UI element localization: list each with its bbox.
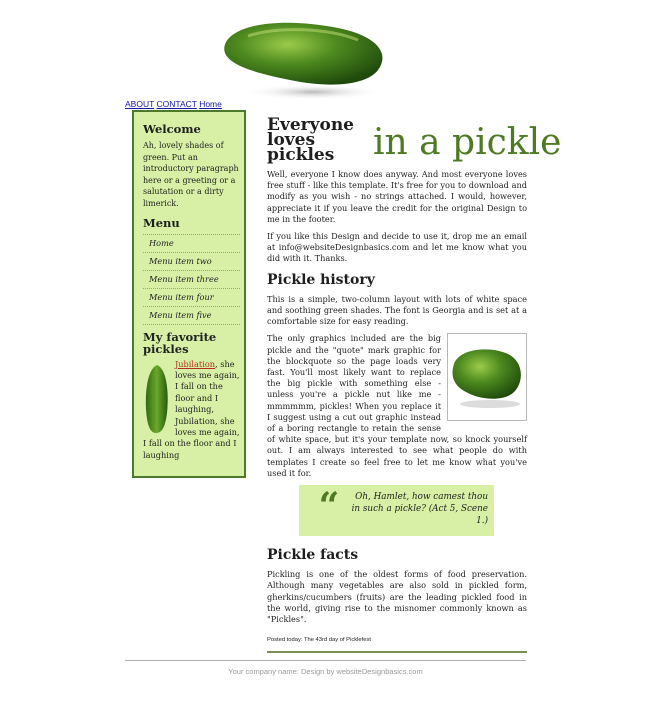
quote-mark-icon: “ [318, 485, 340, 528]
favorites-text-block [143, 359, 240, 462]
small-pickle-image [143, 363, 171, 435]
sidebar-menu [143, 234, 240, 325]
menu-item-two[interactable]: Menu item two [143, 253, 240, 271]
menu-item-home[interactable]: Home [143, 234, 240, 253]
pickle-photo-frame [447, 333, 527, 421]
quote-text: Oh, Hamlet, how camest thou in such a pickle? (Act 5, Scene 1.) [351, 492, 488, 527]
welcome-text: Ah, lovely shades of green. Put an introductory paragraph here or a greeting or a salutation or a dirty limerick. [143, 141, 239, 208]
top-nav [125, 99, 222, 109]
favorites-heading: My favorite pickles [143, 329, 217, 356]
blockquote [299, 485, 494, 536]
history-paragraph-2: The only graphics included are the big pickle and the "quote" mark graphic for the blockquote so the page loads very fast. You'll most likely want to replace the big pickle with something else - unless you're a pickle nut like me - mmmmmm, pickles! When you replace it I suggest using a cut out graphic instead of a boring rectangle to retain the sense of white space, but it's your template now, so knock yourself out. I am always interested to see what people do with templates I create so feel free to let me know what you've used it for. [267, 333, 527, 478]
nav-contact-link[interactable]: CONTACT [156, 99, 197, 109]
jubilation-link[interactable]: Jubilation [175, 358, 216, 369]
page-headline [267, 115, 367, 165]
favorite-text: , she loves me again, I fall on the floor and I laughing, Jubilation, she loves me again, I fall on the floor and I laughing [143, 358, 240, 460]
intro-paragraph-2: If you like this Design and decide to use it, drop me an email at info@websiteDesignbasics.com and let me know what you did with it. Thanks. [267, 231, 527, 264]
footer-divider [125, 660, 526, 661]
site-title: in a pickle [373, 122, 562, 163]
menu-item-four[interactable]: Menu item four [143, 289, 240, 307]
welcome-heading: Welcome [143, 122, 201, 136]
headline-text: Everyone loves pickles [267, 115, 355, 165]
sidebar [132, 110, 246, 478]
facts-paragraph: Pickling is one of the oldest forms of food preservation. Although many vegetables are also sold in pickled form, gherkins/cucumbers (fruits) are the leading pickled food in the world, giving rise to the misnomer commonly known as "Pickles". [267, 569, 527, 625]
nav-home-link[interactable]: Home [199, 99, 222, 109]
menu-item-five[interactable]: Menu item five [143, 307, 240, 325]
menu-heading: Menu [143, 215, 180, 230]
history-paragraph-1: This is a simple, two-column layout with lots of white space and soothing green shades. The font is Georgia and is set at a comfortable size for easy reading. [267, 293, 527, 327]
menu-item-three[interactable]: Menu item three [143, 271, 240, 289]
footer-credit: Your company name: Design by websiteDesignbasics.com [228, 667, 423, 676]
history-heading: Pickle history [267, 271, 375, 288]
facts-heading: Pickle facts [267, 547, 359, 564]
pickle-photo-image [450, 342, 524, 412]
main-content [267, 115, 527, 653]
intro-paragraph-1: Well, everyone I know does anyway. And most everyone loves free stuff - like this template. It's free for you to download and modify as you wish - no strings attached. I would, however, appreciate it if you leave the credit for the original Design to me in the footer. [267, 169, 527, 224]
hero-pickle-image [218, 14, 388, 102]
posted-date: Posted today: The 43rd day of Picklefest [267, 635, 527, 652]
nav-about-link[interactable]: ABOUT [125, 99, 155, 109]
